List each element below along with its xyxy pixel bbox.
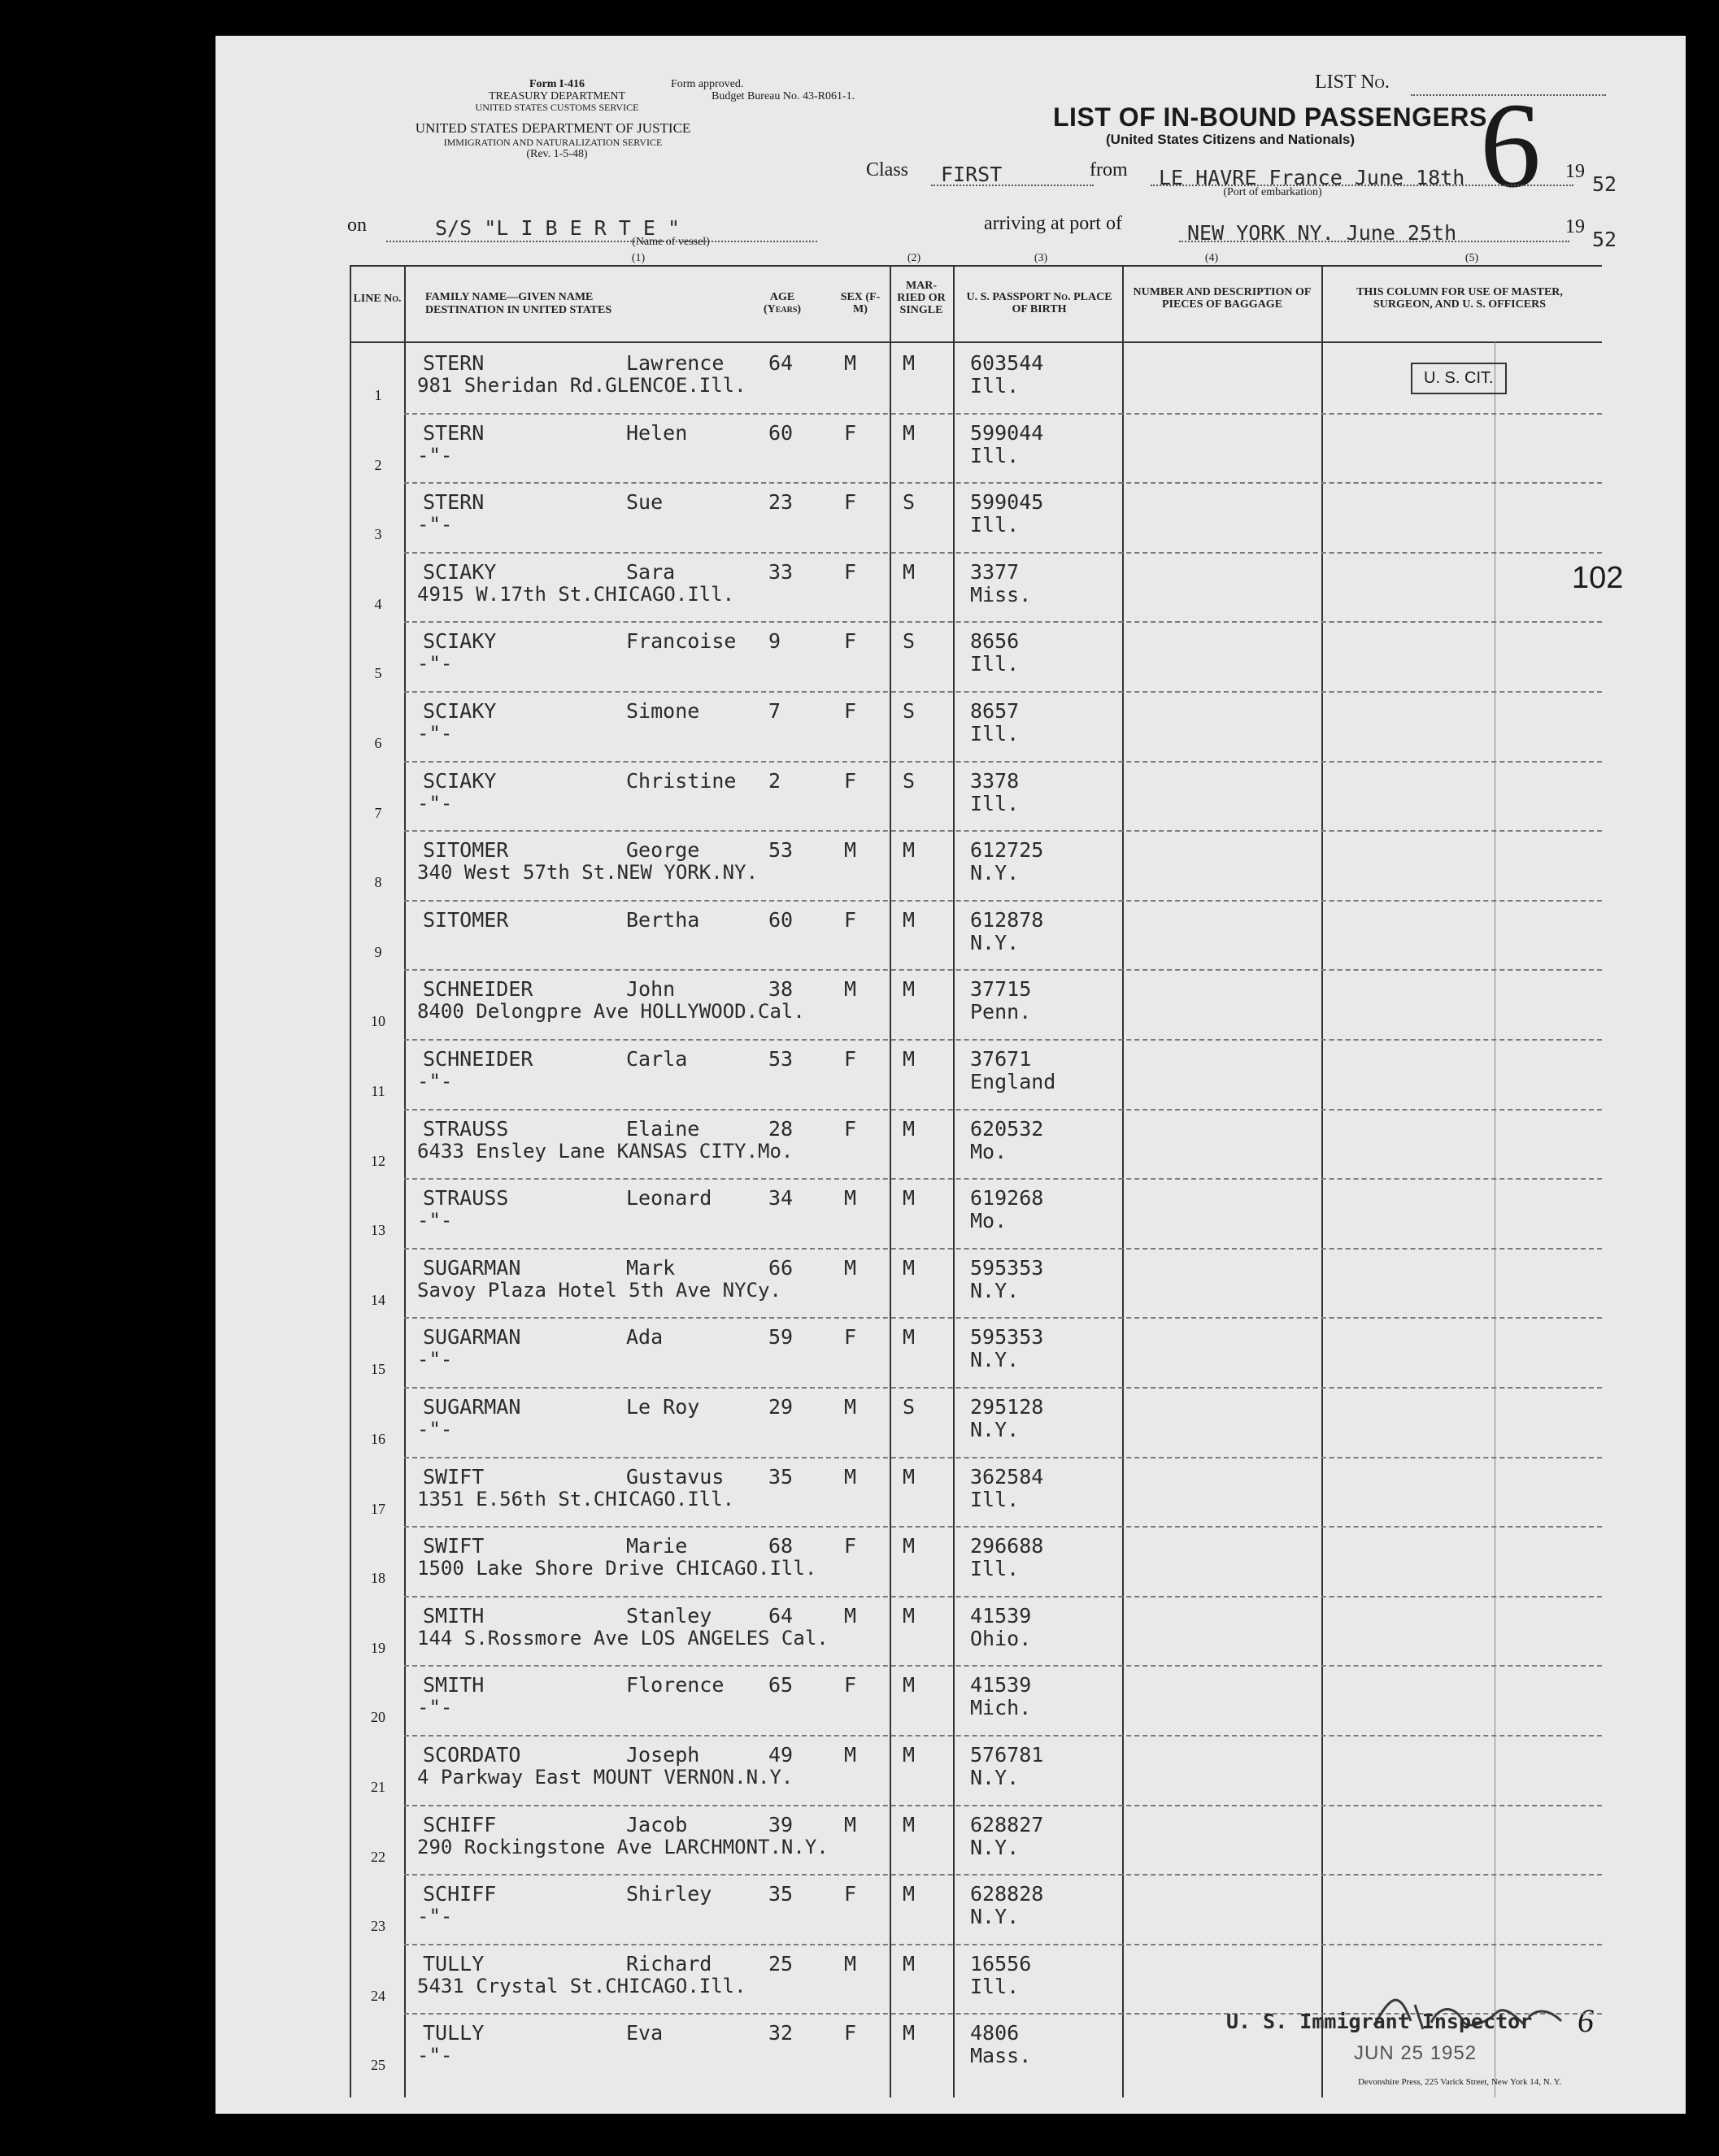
passport-number: 595353 <box>970 1255 1044 1280</box>
marital-status: M <box>903 1603 916 1628</box>
vessel-caption: (Name of vessel) <box>632 236 710 248</box>
row-divider <box>404 1457 1602 1458</box>
line-number: 14 <box>371 1291 385 1308</box>
line-number: 4 <box>374 595 382 612</box>
place-of-birth: N.Y. <box>970 930 1020 954</box>
year-prefix-1: 19 <box>1565 161 1585 182</box>
given-name: Christine <box>626 768 737 793</box>
sex: F <box>844 1325 857 1350</box>
given-name: Stanley <box>626 1603 712 1628</box>
marital-status: M <box>903 907 916 932</box>
vessel-value: S/S "L I B E R T E " <box>435 216 681 240</box>
marital-status: M <box>903 1464 916 1489</box>
col-number-5: (5) <box>1464 252 1479 264</box>
place-of-birth: Ill. <box>970 791 1020 815</box>
destination: 290 Rockingstone Ave LARCHMONT.N.Y. <box>417 1835 829 1858</box>
destination: 6433 Ensley Lane KANSAS CITY.Mo. <box>417 1139 794 1163</box>
destination: -"- <box>417 1905 453 1928</box>
sex: M <box>844 1743 857 1767</box>
col-header-passport: U. S. PASSPORT No. PLACE OF BIRTH <box>966 291 1112 315</box>
given-name: Jacob <box>626 1812 688 1837</box>
passport-number: 599044 <box>970 420 1044 445</box>
destination: -"- <box>417 652 453 676</box>
form-approved: Form approved. <box>671 78 744 90</box>
family-name: STERN <box>423 420 485 445</box>
arrival-value: NEW YORK NY. June 25th <box>1187 221 1457 245</box>
col-number-2: (2) <box>907 252 921 264</box>
sex: F <box>844 1673 857 1697</box>
line-number: 22 <box>371 1848 385 1865</box>
line-number: 9 <box>374 943 382 960</box>
line-number: 5 <box>374 665 382 682</box>
destination: 1351 E.56th St.CHICAGO.Ill. <box>417 1487 735 1511</box>
row-divider <box>404 1735 1602 1737</box>
passport-number: 296688 <box>970 1534 1044 1558</box>
us-citizen-stamp: U. S. CIT. <box>1411 363 1507 394</box>
sex: F <box>844 2021 857 2045</box>
sex: F <box>844 907 857 932</box>
col-number-3: (3) <box>1034 252 1048 264</box>
marital-status: M <box>903 420 916 445</box>
destination: 4915 W.17th St.CHICAGO.Ill. <box>417 582 735 606</box>
place-of-birth: Ohio. <box>970 1626 1032 1650</box>
marital-status: M <box>903 1186 916 1211</box>
place-of-birth: Ill. <box>970 1557 1020 1581</box>
row-divider <box>404 482 1602 484</box>
age: 23 <box>768 490 794 515</box>
place-of-birth: N.Y. <box>970 1278 1020 1302</box>
row-divider <box>404 1944 1602 1945</box>
age: 33 <box>768 559 794 584</box>
age: 65 <box>768 1673 794 1697</box>
sex: F <box>844 629 857 654</box>
line-number: 6 <box>374 735 382 751</box>
row-divider <box>404 969 1602 971</box>
destination: -"- <box>417 2044 453 2067</box>
place-of-birth: Ill. <box>970 443 1020 467</box>
form-number: Form I-416 <box>529 78 585 90</box>
place-of-birth: Miss. <box>970 582 1032 606</box>
marital-status: S <box>903 629 916 654</box>
age: 49 <box>768 1743 794 1767</box>
marital-status: S <box>903 490 916 515</box>
age: 32 <box>768 2021 794 2045</box>
given-name: Lawrence <box>626 351 725 375</box>
family-name: SUGARMAN <box>423 1395 521 1419</box>
passport-number: 41539 <box>970 1603 1032 1628</box>
age: 39 <box>768 1812 794 1837</box>
line-number: 1 <box>374 387 382 403</box>
marital-status: M <box>903 1325 916 1350</box>
marital-status: S <box>903 699 916 723</box>
col-number-4: (4) <box>1204 252 1219 264</box>
sex: F <box>844 420 857 445</box>
family-name: SCIAKY <box>423 699 497 723</box>
arriving-label: arriving at port of <box>984 213 1122 234</box>
place-of-birth: Mo. <box>970 1209 1007 1233</box>
from-label: from <box>1090 159 1128 180</box>
destination: -"- <box>417 791 453 815</box>
age: 68 <box>768 1534 794 1558</box>
passport-number: 576781 <box>970 1743 1044 1767</box>
col-header-sex: SEX (F-M) <box>840 291 881 315</box>
place-of-birth: Ill. <box>970 1487 1020 1511</box>
row-divider <box>404 1805 1602 1806</box>
line-number: 13 <box>371 1222 385 1239</box>
age: 60 <box>768 907 794 932</box>
family-name: SCHIFF <box>423 1882 497 1906</box>
age: 35 <box>768 1464 794 1489</box>
family-name: SCIAKY <box>423 768 497 793</box>
passport-number: 3378 <box>970 768 1020 793</box>
place-of-birth: Ill. <box>970 652 1020 676</box>
dept-customs: UNITED STATES CUSTOMS SERVICE <box>475 102 639 113</box>
class-value: FIRST <box>941 163 1003 186</box>
line-number: 2 <box>374 456 382 473</box>
marital-status: M <box>903 1047 916 1071</box>
marital-status: M <box>903 1534 916 1558</box>
row-divider <box>404 761 1602 763</box>
marital-status: S <box>903 1395 916 1419</box>
age: 25 <box>768 1951 794 1976</box>
passport-number: 295128 <box>970 1395 1044 1419</box>
given-name: Sue <box>626 490 664 515</box>
sex: F <box>844 490 857 515</box>
given-name: George <box>626 838 700 863</box>
year-suffix-2: 52 <box>1592 228 1617 251</box>
age: 66 <box>768 1255 794 1280</box>
line-number: 12 <box>371 1152 385 1169</box>
family-name: SUGARMAN <box>423 1325 521 1350</box>
marital-status: M <box>903 1255 916 1280</box>
age: 60 <box>768 420 794 445</box>
place-of-birth: Ill. <box>970 374 1020 398</box>
line-number: 24 <box>371 1987 385 2004</box>
row-divider <box>404 1178 1602 1180</box>
family-name: SCHIFF <box>423 1812 497 1837</box>
family-name: SMITH <box>423 1603 485 1628</box>
destination: -"- <box>417 1348 453 1371</box>
sex: M <box>844 1603 857 1628</box>
col-header-line: LINE No. <box>353 293 402 305</box>
given-name: Francoise <box>626 629 737 654</box>
given-name: Joseph <box>626 1743 700 1767</box>
age: 9 <box>768 629 781 654</box>
marital-status: M <box>903 1743 916 1767</box>
family-name: STERN <box>423 490 485 515</box>
margin-note: 102 <box>1572 561 1624 595</box>
family-name: TULLY <box>423 2021 485 2045</box>
place-of-birth: Mich. <box>970 1696 1032 1720</box>
year-prefix-2: 19 <box>1565 216 1585 237</box>
sex: F <box>844 559 857 584</box>
row-divider <box>404 413 1602 415</box>
given-name: Ada <box>626 1325 664 1350</box>
family-name: SCIAKY <box>423 629 497 654</box>
destination: 144 S.Rossmore Ave LOS ANGELES Cal. <box>417 1626 829 1650</box>
sex: M <box>844 977 857 1002</box>
given-name: Richard <box>626 1951 712 1976</box>
row-divider <box>404 1109 1602 1111</box>
sex: F <box>844 699 857 723</box>
row-divider <box>404 900 1602 902</box>
family-name: STERN <box>423 351 485 375</box>
place-of-birth: N.Y. <box>970 861 1020 885</box>
passport-number: 37671 <box>970 1047 1032 1071</box>
marital-status: M <box>903 559 916 584</box>
from-value: LE HAVRE France June 18th <box>1159 166 1465 189</box>
port-embarkation-caption: (Port of embarkation) <box>1223 186 1322 198</box>
given-name: Gustavus <box>626 1464 725 1489</box>
age: 59 <box>768 1325 794 1350</box>
form-subtitle: (United States Citizens and Nationals) <box>1106 132 1356 147</box>
form-revision: (Rev. 1-5-48) <box>526 148 588 160</box>
line-number: 10 <box>371 1013 385 1030</box>
sex: M <box>844 1255 857 1280</box>
passport-number: 628827 <box>970 1812 1044 1837</box>
given-name: Eva <box>626 2021 664 2045</box>
given-name: Le Roy <box>626 1395 700 1419</box>
sex: M <box>844 1464 857 1489</box>
given-name: Shirley <box>626 1882 712 1906</box>
place-of-birth: Ill. <box>970 513 1020 537</box>
passport-number: 41539 <box>970 1673 1032 1697</box>
row-divider <box>404 1248 1602 1250</box>
destination: Savoy Plaza Hotel 5th Ave NYCy. <box>417 1278 781 1302</box>
age: 53 <box>768 838 794 863</box>
col-header-officers: THIS COLUMN FOR USE OF MASTER, SURGEON, AND U. S. OFFICERS <box>1356 286 1563 311</box>
sex: M <box>844 351 857 375</box>
destination: -"- <box>417 1070 453 1093</box>
family-name: SITOMER <box>423 838 509 863</box>
marital-status: M <box>903 977 916 1002</box>
age: 28 <box>768 1116 794 1141</box>
marital-status: M <box>903 1812 916 1837</box>
destination: 5431 Crystal St.CHICAGO.Ill. <box>417 1974 746 1997</box>
family-name: SWIFT <box>423 1534 485 1558</box>
col-header-married-text: MAR-RIED OR SINGLE <box>897 280 946 316</box>
dept-treasury: TREASURY DEPARTMENT <box>488 90 626 102</box>
place-of-birth: England <box>970 1070 1056 1093</box>
bottom-handwritten-note: 6 <box>1578 2002 1594 2039</box>
given-name: Bertha <box>626 907 700 932</box>
family-name: STRAUSS <box>423 1186 509 1211</box>
given-name: John <box>626 977 676 1002</box>
year-suffix-1: 52 <box>1592 172 1617 196</box>
family-name: SMITH <box>423 1673 485 1697</box>
place-of-birth: Ill. <box>970 1974 1020 1998</box>
on-label: on <box>347 215 367 236</box>
family-name: TULLY <box>423 1951 485 1976</box>
family-name: SCIAKY <box>423 559 497 584</box>
place-of-birth: N.Y. <box>970 1766 1020 1789</box>
passport-number: 612725 <box>970 838 1044 863</box>
row-divider <box>404 1526 1602 1528</box>
destination: -"- <box>417 1209 453 1232</box>
line-number: 7 <box>374 804 382 821</box>
destination: 1500 Lake Shore Drive CHICAGO.Ill. <box>417 1557 817 1580</box>
age: 35 <box>768 1882 794 1906</box>
age: 64 <box>768 1603 794 1628</box>
marital-status: M <box>903 1882 916 1906</box>
line-number: 25 <box>371 2057 385 2074</box>
destination: 340 West 57th St.NEW YORK.NY. <box>417 861 759 885</box>
age: 29 <box>768 1395 794 1419</box>
line-number: 23 <box>371 1918 385 1935</box>
marital-status: M <box>903 1951 916 1976</box>
given-name: Elaine <box>626 1116 700 1141</box>
inspector-title: U. S. Immigrant Inspector <box>1226 2010 1533 2033</box>
marital-status: S <box>903 768 916 793</box>
age: 53 <box>768 1047 794 1071</box>
line-number: 18 <box>371 1570 385 1587</box>
sex: F <box>844 768 857 793</box>
sex: M <box>844 1395 857 1419</box>
place-of-birth: N.Y. <box>970 1418 1020 1441</box>
row-divider <box>404 691 1602 693</box>
row-divider <box>404 1317 1602 1319</box>
destination: 981 Sheridan Rd.GLENCOE.Ill. <box>417 374 746 397</box>
passport-number: 628828 <box>970 1882 1044 1906</box>
age: 7 <box>768 699 781 723</box>
class-label: Class <box>866 159 909 180</box>
age: 38 <box>768 977 794 1002</box>
family-name: STRAUSS <box>423 1116 509 1141</box>
line-number: 19 <box>371 1639 385 1656</box>
destination: -"- <box>417 443 453 467</box>
row-divider <box>404 830 1602 832</box>
col-header-baggage: NUMBER AND DESCRIPTION OF PIECES OF BAGGAGE <box>1133 286 1312 311</box>
row-divider <box>404 621 1602 623</box>
dept-justice: UNITED STATES DEPARTMENT OF JUSTICE <box>415 120 691 136</box>
line-number: 15 <box>371 1361 385 1378</box>
passport-number: 8657 <box>970 699 1020 723</box>
family-name: SCHNEIDER <box>423 977 533 1002</box>
place-of-birth: N.Y. <box>970 1905 1020 1929</box>
dept-ins: IMMIGRATION AND NATURALIZATION SERVICE <box>443 137 663 148</box>
sex: F <box>844 1116 857 1141</box>
destination: -"- <box>417 722 453 745</box>
sex: M <box>844 1951 857 1976</box>
place-of-birth: Mo. <box>970 1139 1007 1163</box>
destination: 8400 Delongpre Ave HOLLYWOOD.Cal. <box>417 1000 805 1024</box>
line-number: 17 <box>371 1500 385 1517</box>
line-number: 8 <box>374 874 382 891</box>
place-of-birth: N.Y. <box>970 1348 1020 1372</box>
place-of-birth: Ill. <box>970 722 1020 745</box>
date-stamp: JUN 25 1952 <box>1354 2042 1477 2064</box>
passport-number: 8656 <box>970 629 1020 654</box>
row-divider <box>404 1387 1602 1389</box>
destination: -"- <box>417 1418 453 1441</box>
place-of-birth: N.Y. <box>970 1835 1020 1859</box>
passport-number: 620532 <box>970 1116 1044 1141</box>
passport-number: 37715 <box>970 977 1032 1002</box>
family-name: SCHNEIDER <box>423 1047 533 1071</box>
destination: 4 Parkway East MOUNT VERNON.N.Y. <box>417 1766 794 1789</box>
passport-number: 619268 <box>970 1186 1044 1211</box>
marital-status: M <box>903 2021 916 2045</box>
age: 2 <box>768 768 781 793</box>
sex: M <box>844 1186 857 1211</box>
sex: M <box>844 838 857 863</box>
given-name: Leonard <box>626 1186 712 1211</box>
given-name: Helen <box>626 420 688 445</box>
family-name: SCORDATO <box>423 1743 521 1767</box>
marital-status: M <box>903 351 916 375</box>
passport-number: 16556 <box>970 1951 1032 1976</box>
place-of-birth: Mass. <box>970 2044 1032 2068</box>
line-number: 20 <box>371 1709 385 1726</box>
passport-number: 3377 <box>970 559 1020 584</box>
destination: -"- <box>417 1696 453 1719</box>
passport-number: 595353 <box>970 1325 1044 1350</box>
line-number: 11 <box>371 1083 385 1099</box>
line-number: 21 <box>371 1779 385 1795</box>
line-number: 3 <box>374 526 382 543</box>
col-header-name: FAMILY NAME—GIVEN NAME <box>425 291 594 303</box>
passport-number: 603544 <box>970 351 1044 375</box>
passenger-list-form <box>215 36 1686 2114</box>
sex: F <box>844 1534 857 1558</box>
given-name: Florence <box>626 1673 725 1697</box>
list-no-label: LIST No. <box>1315 72 1390 93</box>
row-divider <box>404 1039 1602 1041</box>
family-name: SITOMER <box>423 907 509 932</box>
budget-bureau: Budget Bureau No. 43-R061-1. <box>712 90 855 102</box>
marital-status: M <box>903 1116 916 1141</box>
given-name: Mark <box>626 1255 676 1280</box>
family-name: SUGARMAN <box>423 1255 521 1280</box>
given-name: Sara <box>626 559 676 584</box>
given-name: Marie <box>626 1534 688 1558</box>
marital-status: M <box>903 1673 916 1697</box>
row-divider <box>404 1665 1602 1667</box>
place-of-birth: Penn. <box>970 1000 1032 1024</box>
list-number: 6 <box>1480 78 1541 213</box>
col-header-age: AGE (Years) <box>763 291 802 315</box>
destination: -"- <box>417 513 453 537</box>
row-divider <box>404 1596 1602 1597</box>
passport-number: 612878 <box>970 907 1044 932</box>
age: 64 <box>768 351 794 375</box>
sex: F <box>844 1882 857 1906</box>
given-name: Carla <box>626 1047 688 1071</box>
age: 34 <box>768 1186 794 1211</box>
col-header-destination: DESTINATION IN UNITED STATES <box>425 304 612 316</box>
row-divider <box>404 552 1602 554</box>
passport-number: 4806 <box>970 2021 1020 2045</box>
col-number-1: (1) <box>631 252 646 264</box>
passport-number: 599045 <box>970 490 1044 515</box>
form-title: LIST OF IN-BOUND PASSENGERS <box>1053 102 1487 132</box>
printer-imprint: Devonshire Press, 225 Varick Street, New York 14, N. Y. <box>1357 2077 1562 2087</box>
sex: F <box>844 1047 857 1071</box>
passport-number: 362584 <box>970 1464 1044 1489</box>
row-divider <box>404 1874 1602 1876</box>
given-name: Simone <box>626 699 700 723</box>
line-number: 16 <box>371 1431 385 1447</box>
sex: M <box>844 1812 857 1837</box>
marital-status: M <box>903 838 916 863</box>
family-name: SWIFT <box>423 1464 485 1489</box>
